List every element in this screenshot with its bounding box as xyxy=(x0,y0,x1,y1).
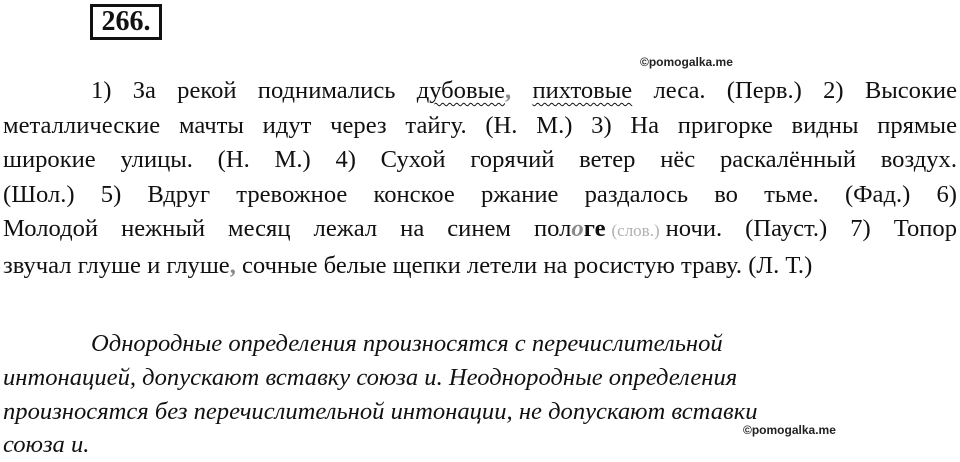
text-line-6 xyxy=(3,249,957,284)
comma-mark: , xyxy=(229,251,236,279)
text-line-1-start: 1) За рекой поднимались xyxy=(91,77,417,104)
text-line-3: широкие улицы. (Н. М.) 4) Сухой горячий ветер нёс раскалённый воздух. xyxy=(3,146,957,174)
watermark-top: ©pomogalka.me xyxy=(640,55,733,69)
dictionary-note: (слов.) xyxy=(611,221,660,241)
comma-mark: , xyxy=(505,77,512,104)
rule-line-2: интонацией, допускают вставку союза и. Неоднородные определения xyxy=(3,363,738,391)
text-line-6-end: сочные белые щепки летели на росистую траву. (Л. Т.) xyxy=(235,251,813,279)
text-line-2: металлические мачты идут через тайгу. (Н. М.) 3) На пригорке видны прямые xyxy=(3,111,957,139)
rule-text xyxy=(3,327,957,462)
exercise-text xyxy=(3,74,957,284)
bold-letters: ге xyxy=(583,215,606,243)
watermark-bottom: ©pomogalka.me xyxy=(743,423,836,437)
rule-line-4: союза и. xyxy=(3,431,90,459)
text-line-5-end: ночи. (Пауст.) 7) Топор xyxy=(665,215,957,243)
underlined-word-fir: пихтовые xyxy=(532,77,633,104)
text-line-4: (Шол.) 5) Вдруг тревожное конское ржание раздалось во тьме. (Фад.) 6) xyxy=(3,180,957,208)
text-line-1-end: леса. (Перв.) 2) Высокие xyxy=(632,77,957,104)
text-line-1 xyxy=(3,74,957,109)
highlighted-letter: о xyxy=(571,215,584,243)
text-line-6-start: звучал глуше и глуше xyxy=(3,251,230,279)
exercise-number: 266. xyxy=(90,4,162,40)
rule-line-3: произносятся без перечислительной интонации, не допускают вставки xyxy=(3,397,758,425)
text-line-5-start: Молодой нежный месяц лежал на синем пол xyxy=(3,215,572,243)
text-line-5 xyxy=(3,212,957,249)
underlined-word-oak: дубовые xyxy=(416,77,506,104)
rule-line-1: Однородные определения произносятся с перечислительной xyxy=(91,330,723,357)
